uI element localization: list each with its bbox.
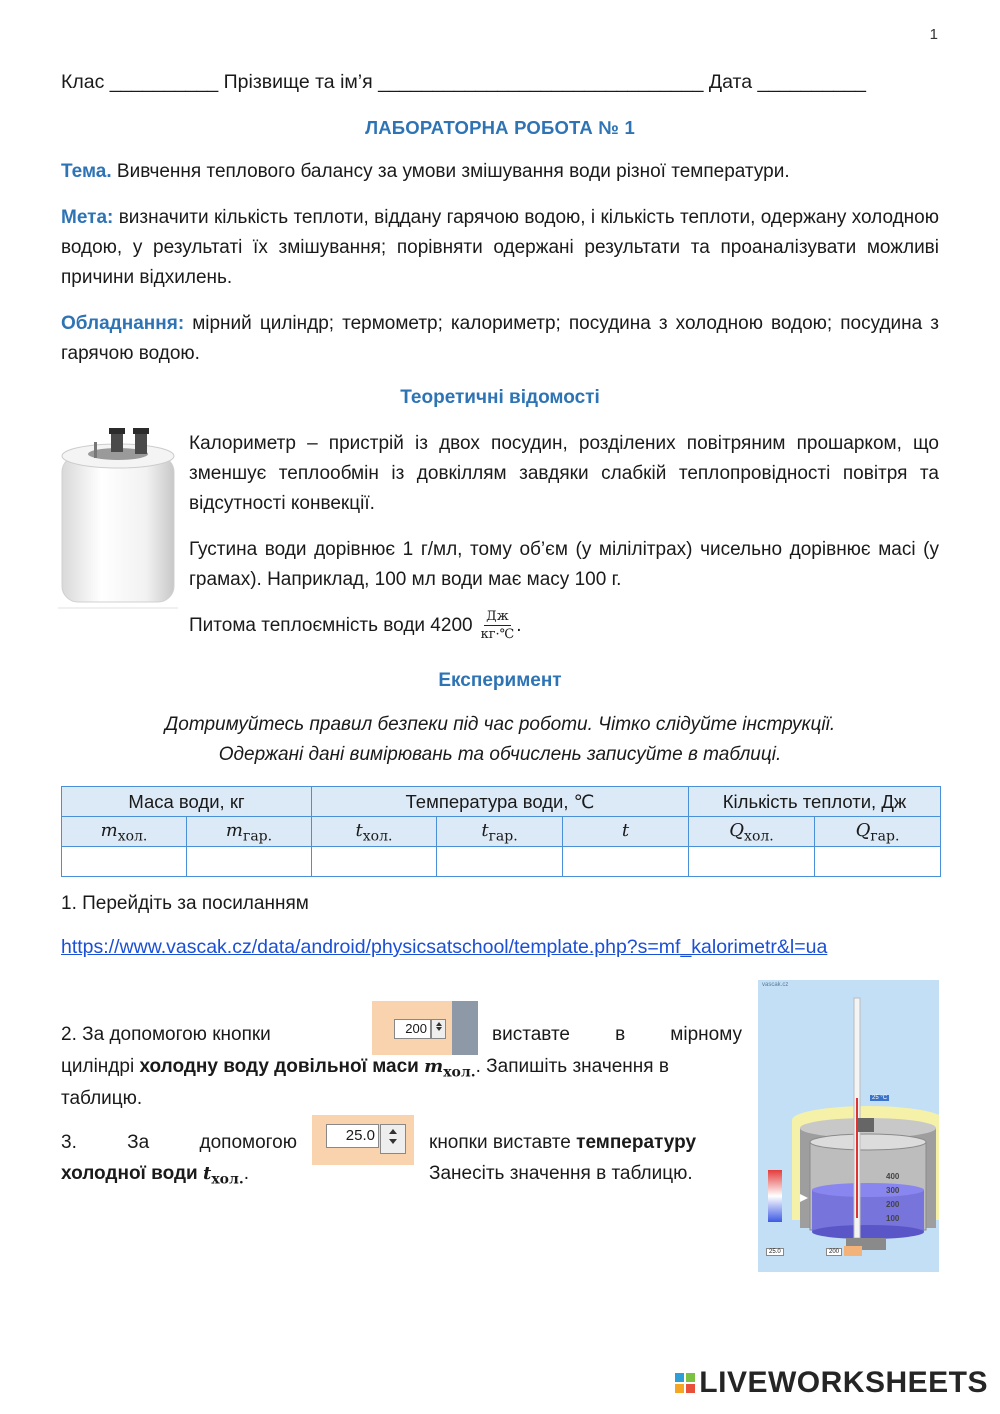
header-line [61, 71, 939, 94]
goal-text: визначити кількість теплоти, віддану гарячою водою, і кількість теплоти, одержану холодною водою, у результаті їх змішування; порівняти одержані результати та проаналізувати можливі причини відхилень. [61, 207, 939, 288]
input-q-cold[interactable] [689, 847, 815, 877]
logo-icon [675, 1373, 695, 1393]
goal-label: Мета: [61, 207, 114, 228]
theory-heading: Теоретичні відомості [400, 387, 600, 408]
heat-capacity-text: Питома теплоємність води 4200 [189, 614, 473, 636]
topic-text: Вивчення теплового балансу за умови змішування води різної температури. [116, 161, 790, 182]
mass-spinner-image [372, 1001, 478, 1055]
equipment-paragraph [61, 309, 939, 369]
temperature-spinner-image [312, 1115, 414, 1165]
table-group-row [62, 787, 941, 817]
table-symbol-row [62, 817, 941, 847]
calorimeter-sim-drawing [758, 980, 939, 1272]
sim-mass-box[interactable]: 200 [826, 1248, 842, 1256]
input-m-cold[interactable] [62, 847, 187, 877]
unit-fraction [479, 608, 517, 643]
input-t-cold[interactable] [312, 847, 437, 877]
equipment-text: мірний циліндр; термометр; калориметр; посудина з холодною водою; посудина з гарячою водою. [61, 313, 939, 364]
input-t-hot[interactable] [437, 847, 563, 877]
name-label[interactable]: Прізвище та ім’я ______________________________ [223, 71, 704, 93]
sim-watermark: vascak.cz [762, 982, 789, 988]
goal-paragraph [61, 203, 939, 293]
equipment-label: Обладнання: [61, 313, 185, 334]
heat-capacity-period: . [516, 614, 522, 636]
t-cold-symbol: $t_{хол.}$ [202, 1163, 244, 1188]
class-label[interactable]: Клас __________ [61, 71, 219, 93]
calorimeter-image [58, 422, 178, 612]
sim-scale: 400 300 200 100 [886, 1172, 900, 1223]
instruction-line-1: Дотримуйтесь правил безпеки під час роботи. Чітко слідуйте інструкції. [164, 714, 836, 735]
mass-spinner-value: 200 [394, 1019, 431, 1039]
col-q-hot: $Q_{гар.}$ [815, 817, 941, 847]
unit-denominator: кг·℃ [480, 627, 515, 642]
simulation-link[interactable]: https://www.vascak.cz/data/android/physicsatschool/template.php?s=mf_kalorimetr&l=ua [61, 936, 828, 958]
sim-thermometer-label: 25 °C [872, 1095, 888, 1101]
page-title: ЛАБОРАТОРНА РОБОТА № 1 [365, 117, 635, 138]
group-temperature: Температура води, ℃ [312, 787, 689, 817]
step-3-line-1b: кнопки виставте температуру [429, 1132, 697, 1153]
step-1-text: 1. Перейдіть за посиланням [61, 893, 309, 914]
group-heat: Кількість теплоти, Дж [689, 787, 941, 817]
topic-label: Тема. [61, 161, 112, 182]
m-cold-symbol: $m_{хол.}$ [424, 1056, 476, 1081]
step-3-line-2a: холодної води $t_{хол.}$. [61, 1163, 250, 1188]
topic-paragraph [61, 157, 939, 187]
group-mass: Маса води, кг [62, 787, 312, 817]
col-t-hot: $t_{гар.}$ [437, 817, 563, 847]
step-3-line-1a: 3. За допомогою [61, 1132, 297, 1153]
liveworksheets-logo [675, 1366, 988, 1400]
instruction-line-2: Одержані дані вимірювань та обчислень записуйте в таблиці. [218, 744, 782, 765]
input-q-hot[interactable] [815, 847, 941, 877]
theory-paragraph-1: Калориметр – пристрій із двох посудин, розділених повітряним прошарком, що зменшує теплообмін із довкіллям завдяки слабкій теплопровідності повітря та відсутності конвекції. [189, 433, 939, 514]
spinner-arrows-icon [380, 1124, 406, 1154]
step-2-line-1a: 2. За допомогою кнопки [61, 1024, 271, 1045]
simulation-screenshot [758, 980, 939, 1272]
logo-text: LIVEWORKSHEETS [699, 1366, 988, 1399]
step-2-line-1b: виставте в мірному [492, 1024, 742, 1045]
sim-temp-box[interactable]: 25.0 [766, 1248, 784, 1256]
page-number: 1 [929, 26, 938, 43]
step-3-line-2b: Занесіть значення в таблицю. [429, 1163, 693, 1184]
col-t-cold: $t_{хол.}$ [312, 817, 437, 847]
input-t-mix[interactable] [563, 847, 689, 877]
col-q-cold: $Q_{хол.}$ [689, 817, 815, 847]
spinner-arrows-icon [431, 1019, 446, 1039]
unit-numerator: Дж [486, 609, 509, 624]
date-label[interactable]: Дата __________ [708, 71, 866, 93]
theory-paragraph-2: Густина води дорівнює 1 г/мл, тому об’єм (у мілілітрах) чисельно дорівнює масі (у грамах). Наприклад, 100 мл води має масу 100 г. [189, 539, 939, 590]
temperature-spinner-value: 25.0 [326, 1124, 379, 1148]
heat-capacity-line [189, 608, 521, 643]
data-table [61, 786, 941, 877]
col-m-cold: $m_{хол.}$ [62, 817, 187, 847]
table-row [62, 847, 941, 877]
col-m-hot: $m_{гар.}$ [187, 817, 312, 847]
input-m-hot[interactable] [187, 847, 312, 877]
experiment-heading: Експеримент [438, 670, 562, 691]
step-2-line-3: таблицю. [61, 1088, 143, 1109]
col-t-mix: t [563, 817, 689, 847]
step-2-line-2: циліндрі холодну воду довільної маси $m_{хол.}$. Запишіть значення в [61, 1056, 669, 1081]
